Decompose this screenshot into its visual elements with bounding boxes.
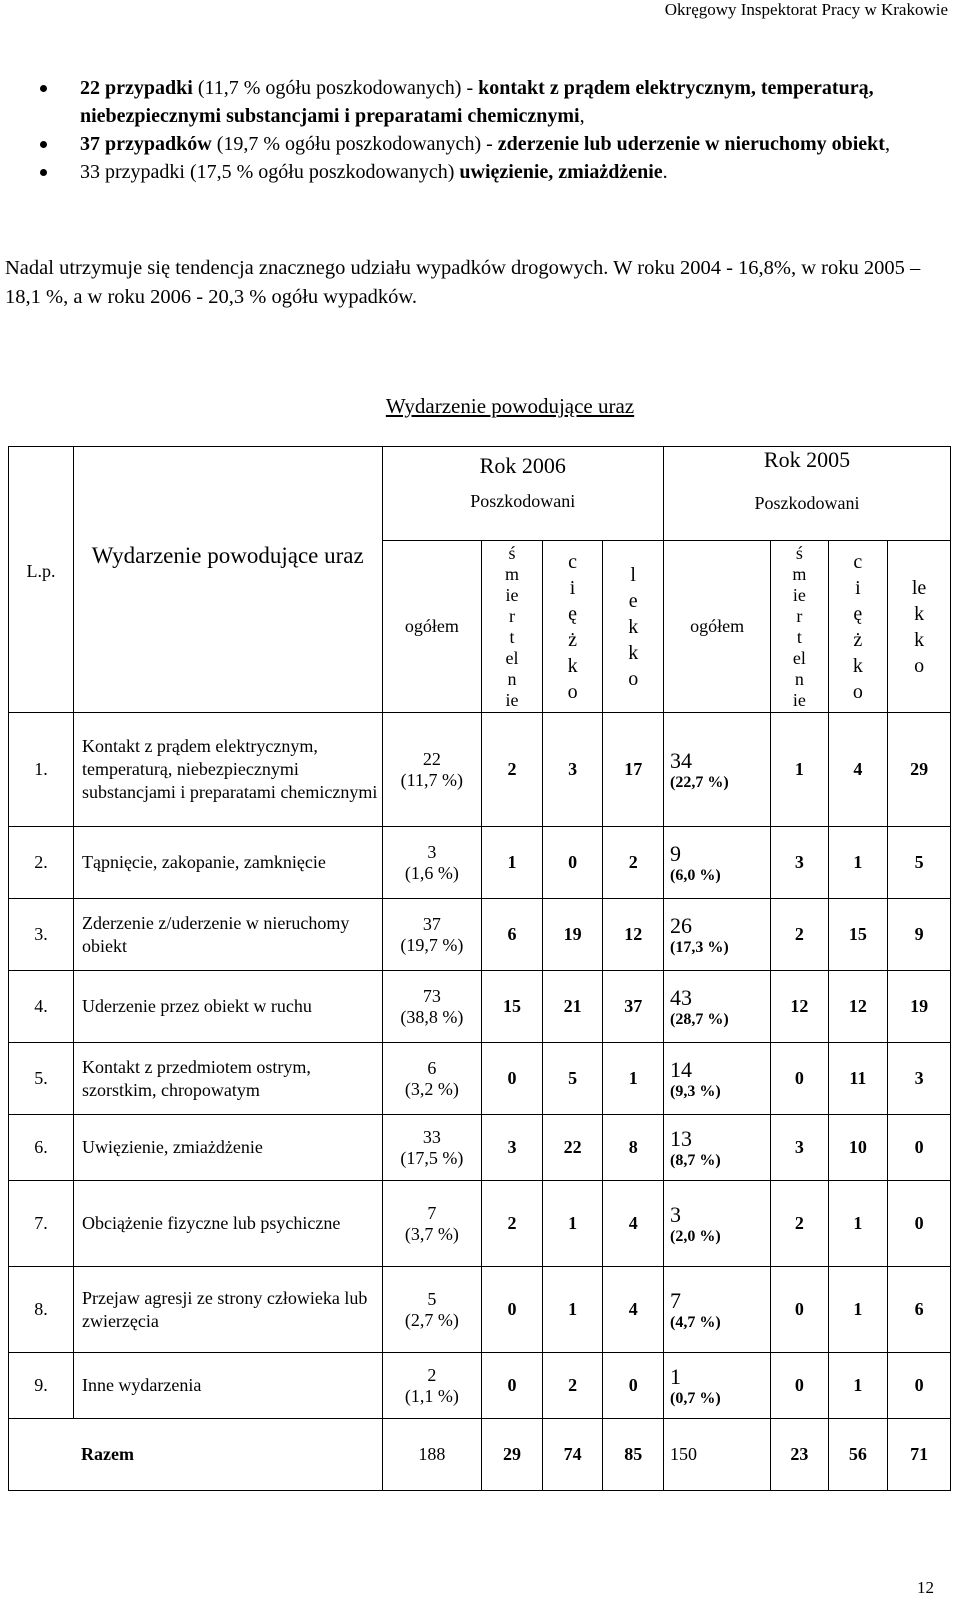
vertical-header-letter: i — [855, 576, 861, 599]
vertical-header-letter: t — [796, 626, 802, 647]
vertical-header-letter: ę — [568, 602, 578, 625]
vertical-header-letter: r — [508, 605, 515, 626]
row-fatal-2005: 3 — [771, 827, 828, 899]
vertical-header-letter: c — [568, 550, 578, 573]
row-light-2006: 1 — [603, 1043, 664, 1115]
row-event: Inne wydarzenia — [73, 1353, 382, 1419]
row-light-2006: 2 — [603, 827, 664, 899]
bullet-dot-icon — [40, 141, 47, 148]
table-row — [9, 1115, 951, 1181]
vertical-header-letter: t — [509, 626, 515, 647]
row-light-2005: 9 — [888, 899, 951, 971]
row-fatal-2005: 0 — [771, 1043, 828, 1115]
row-total-2006: 22 (11,7 %) — [382, 713, 482, 827]
row-severe-2005: 1 — [828, 1267, 888, 1353]
row-fatal-2006: 2 — [482, 713, 543, 827]
row-total-2006: 37 (19,7 %) — [382, 899, 482, 971]
row-fatal-2006: 0 — [482, 1353, 543, 1419]
row-event: Tąpnięcie, zakopanie, zamknięcie — [73, 827, 382, 899]
row-light-2005: 0 — [888, 1181, 951, 1267]
header-fatal-2006 — [482, 541, 543, 713]
header-light-2006 — [603, 541, 664, 713]
row-fatal-2006: 6 — [482, 899, 543, 971]
total-fatal-2006: 29 — [482, 1419, 543, 1491]
row-total-2005: 26 (17,3 %) — [664, 899, 771, 971]
row-light-2006: 4 — [603, 1181, 664, 1267]
row-severe-2005: 11 — [828, 1043, 888, 1115]
row-severe-2006: 3 — [542, 713, 603, 827]
vertical-header-letter: e — [628, 589, 638, 612]
row-severe-2005: 10 — [828, 1115, 888, 1181]
vertical-header-letter: k — [567, 654, 578, 677]
row-lp: 3. — [9, 899, 74, 971]
vertical-header-letter: ie — [792, 689, 806, 710]
row-severe-2005: 12 — [828, 971, 888, 1043]
row-severe-2006: 1 — [542, 1181, 603, 1267]
row-total-2006: 73 (38,8 %) — [382, 971, 482, 1043]
row-severe-2005: 15 — [828, 899, 888, 971]
table-row — [9, 971, 951, 1043]
vertical-header-letter: ż — [853, 628, 863, 651]
row-severe-2005: 1 — [828, 1181, 888, 1267]
table-row — [9, 827, 951, 899]
row-severe-2006: 22 — [542, 1115, 603, 1181]
header-2006: Rok 2006 Poszkodowani — [382, 447, 663, 541]
table-row — [9, 1043, 951, 1115]
table-row — [9, 713, 951, 827]
row-light-2006: 12 — [603, 899, 664, 971]
row-fatal-2006: 1 — [482, 827, 543, 899]
row-total-2006: 5 (2,7 %) — [382, 1267, 482, 1353]
header-2005: Rok 2005 Poszkodowani — [664, 447, 951, 541]
row-light-2006: 0 — [603, 1353, 664, 1419]
page-header: Okręgowy Inspektorat Pracy w Krakowie — [664, 0, 948, 19]
row-event: Uderzenie przez obiekt w ruchu — [73, 971, 382, 1043]
row-total-2005: 13 (8,7 %) — [664, 1115, 771, 1181]
row-fatal-2005: 0 — [771, 1353, 828, 1419]
row-severe-2005: 4 — [828, 713, 888, 827]
total-light-2005: 71 — [888, 1419, 951, 1491]
row-light-2005: 6 — [888, 1267, 951, 1353]
bullet-item: 33 przypadki (17,5 % ogółu poszkodowanych) uwięzienie, zmiażdżenie. — [40, 158, 940, 186]
header-lp: L.p. — [9, 541, 74, 713]
row-lp: 1. — [9, 713, 74, 827]
vertical-header-letter: el — [792, 647, 806, 668]
vertical-header-letter: ie — [505, 689, 519, 710]
vertical-header-letter: c — [853, 550, 863, 573]
row-lp: 4. — [9, 971, 74, 1043]
row-light-2006: 4 — [603, 1267, 664, 1353]
row-total-2005: 34 (22,7 %) — [664, 713, 771, 827]
vertical-header-letter: k — [628, 615, 639, 638]
row-fatal-2006: 0 — [482, 1267, 543, 1353]
vertical-header-letter: r — [796, 605, 803, 626]
vertical-header-letter: n — [794, 668, 804, 689]
total-2005: 150 — [664, 1419, 771, 1491]
vertical-header-letter: ś — [508, 542, 516, 563]
row-lp: 6. — [9, 1115, 74, 1181]
row-severe-2005: 1 — [828, 1353, 888, 1419]
row-fatal-2006: 0 — [482, 1043, 543, 1115]
total-row — [9, 1419, 951, 1491]
table-row — [9, 899, 951, 971]
vertical-header-letter: o — [567, 680, 578, 703]
row-severe-2005: 1 — [828, 827, 888, 899]
row-lp: 8. — [9, 1267, 74, 1353]
header-severe-2005 — [828, 541, 888, 713]
row-light-2006: 8 — [603, 1115, 664, 1181]
vertical-header-letter: o — [628, 667, 639, 690]
total-label: Razem — [9, 1419, 383, 1491]
total-fatal-2005: 23 — [771, 1419, 828, 1491]
header-fatal-2005 — [771, 541, 828, 713]
row-total-2006: 6 (3,2 %) — [382, 1043, 482, 1115]
total-severe-2006: 74 — [542, 1419, 603, 1491]
row-light-2005: 0 — [888, 1115, 951, 1181]
vertical-header-letter: k — [852, 654, 863, 677]
row-fatal-2005: 3 — [771, 1115, 828, 1181]
row-total-2005: 1 (0,7 %) — [664, 1353, 771, 1419]
header-total-2005: ogółem — [664, 541, 771, 713]
vertical-header-letter: k — [914, 628, 925, 651]
row-total-2005: 3 (2,0 %) — [664, 1181, 771, 1267]
row-fatal-2005: 2 — [771, 1181, 828, 1267]
row-severe-2006: 21 — [542, 971, 603, 1043]
total-2006: 188 — [382, 1419, 482, 1491]
row-severe-2006: 19 — [542, 899, 603, 971]
row-light-2006: 17 — [603, 713, 664, 827]
row-event: Zderzenie z/uderzenie w nieruchomy obiekt — [73, 899, 382, 971]
bullet-item: 37 przypadków (19,7 % ogółu poszkodowanych) - zderzenie lub uderzenie w nieruchomy obiekt, — [40, 130, 940, 158]
row-light-2005: 19 — [888, 971, 951, 1043]
row-event: Kontakt z przedmiotem ostrym, szorstkim, chropowatym — [73, 1043, 382, 1115]
vertical-header-letter: ie — [505, 584, 519, 605]
row-fatal-2005: 0 — [771, 1267, 828, 1353]
bullet-item: 22 przypadki (11,7 % ogółu poszkodowanych) - kontakt z prądem elektrycznym, temperaturą, niebezpiecznymi substancjami i preparatami chemicznymi, — [40, 74, 940, 130]
row-fatal-2005: 12 — [771, 971, 828, 1043]
row-light-2006: 37 — [603, 971, 664, 1043]
header-total-2006: ogółem — [382, 541, 482, 713]
vertical-header-letter: k — [914, 602, 925, 625]
row-severe-2006: 0 — [542, 827, 603, 899]
vertical-header-letter: ś — [795, 542, 803, 563]
row-total-2006: 2 (1,1 %) — [382, 1353, 482, 1419]
row-total-2005: 7 (4,7 %) — [664, 1267, 771, 1353]
row-event: Obciążenie fizyczne lub psychiczne — [73, 1181, 382, 1267]
row-light-2005: 29 — [888, 713, 951, 827]
row-severe-2006: 2 — [542, 1353, 603, 1419]
row-light-2005: 0 — [888, 1353, 951, 1419]
row-light-2005: 3 — [888, 1043, 951, 1115]
row-lp: 9. — [9, 1353, 74, 1419]
vertical-header-letter: n — [507, 668, 517, 689]
row-severe-2006: 1 — [542, 1267, 603, 1353]
accident-table — [8, 446, 951, 1491]
row-total-2005: 9 (6,0 %) — [664, 827, 771, 899]
bullet-dot-icon — [40, 169, 47, 176]
table-row — [9, 1181, 951, 1267]
row-event: Uwięzienie, zmiażdżenie — [73, 1115, 382, 1181]
row-total-2006: 3 (1,6 %) — [382, 827, 482, 899]
header-severe-2006 — [542, 541, 603, 713]
vertical-header-letter: ż — [568, 628, 578, 651]
vertical-header-letter: m — [504, 563, 519, 584]
row-lp: 7. — [9, 1181, 74, 1267]
header-light-2005 — [888, 541, 951, 713]
bullet-list — [40, 74, 940, 186]
row-total-2006: 33 (17,5 %) — [382, 1115, 482, 1181]
row-event: Przejaw agresji ze strony człowieka lub zwierzęcia — [73, 1267, 382, 1353]
total-severe-2005: 56 — [828, 1419, 888, 1491]
header-event: Wydarzenie powodujące uraz — [73, 541, 382, 713]
vertical-header-letter: i — [569, 576, 576, 599]
row-lp: 2. — [9, 827, 74, 899]
vertical-header-letter: ie — [792, 584, 806, 605]
row-severe-2006: 5 — [542, 1043, 603, 1115]
row-total-2006: 7 (3,7 %) — [382, 1181, 482, 1267]
total-light-2006: 85 — [603, 1419, 664, 1491]
row-light-2005: 5 — [888, 827, 951, 899]
table-row — [9, 1353, 951, 1419]
table-row — [9, 1267, 951, 1353]
page-number: 12 — [917, 1578, 934, 1597]
table-title: Wydarzenie powodujące uraz — [385, 394, 635, 418]
vertical-header-letter: k — [628, 641, 639, 664]
row-fatal-2006: 3 — [482, 1115, 543, 1181]
row-lp: 5. — [9, 1043, 74, 1115]
vertical-header-letter: le — [911, 576, 927, 599]
row-fatal-2006: 2 — [482, 1181, 543, 1267]
vertical-header-letter: ę — [853, 602, 863, 625]
paragraph: Nadal utrzymuje się tendencja znacznego udziału wypadków drogowych. W roku 2004 - 16,8%, w roku 2005 – 18,1 %, a w roku 2006 - 20,3 % ogółu wypadków. — [5, 257, 921, 308]
vertical-header-letter: m — [792, 563, 807, 584]
vertical-header-letter: el — [505, 647, 519, 668]
vertical-header-letter: o — [914, 654, 925, 677]
vertical-header-letter: o — [852, 680, 863, 703]
row-total-2005: 43 (28,7 %) — [664, 971, 771, 1043]
vertical-header-letter: l — [630, 563, 636, 586]
bullet-dot-icon — [40, 85, 47, 92]
row-event: Kontakt z prądem elektrycznym, temperaturą, niebezpiecznymi substancjami i preparatami chemicznymi — [73, 713, 382, 827]
row-fatal-2006: 15 — [482, 971, 543, 1043]
row-fatal-2005: 2 — [771, 899, 828, 971]
row-total-2005: 14 (9,3 %) — [664, 1043, 771, 1115]
row-fatal-2005: 1 — [771, 713, 828, 827]
